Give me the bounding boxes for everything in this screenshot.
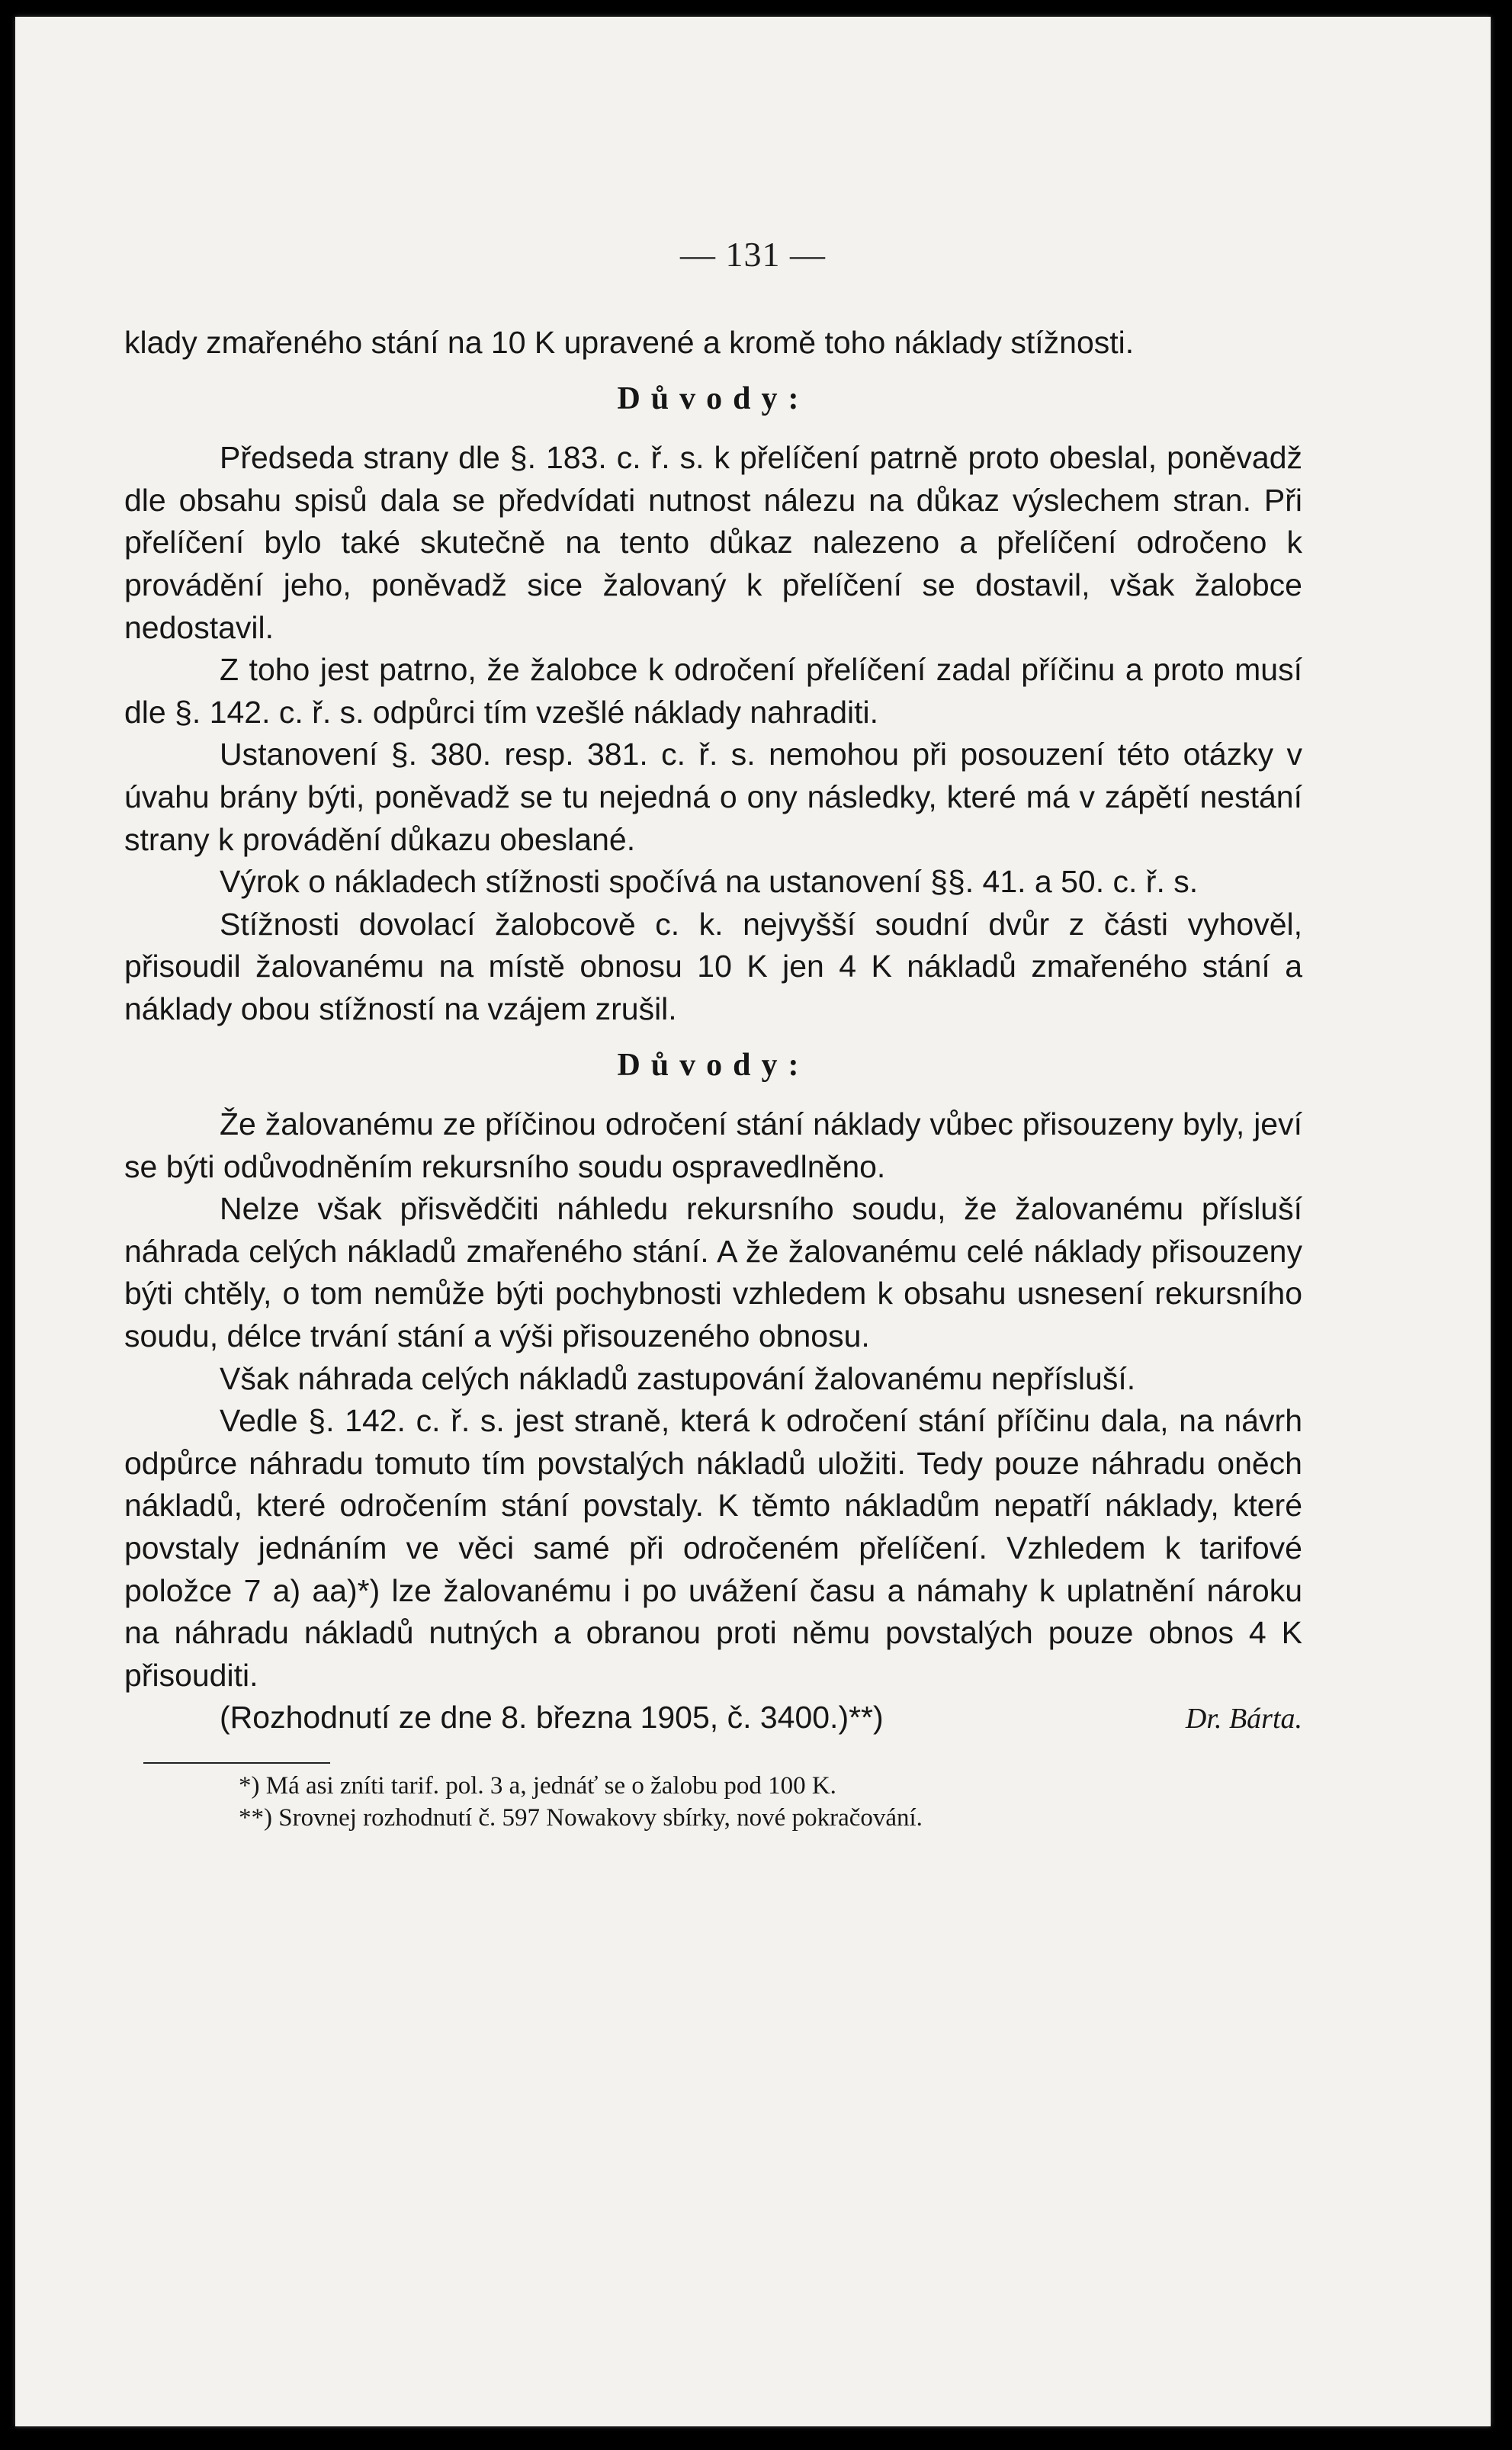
paragraph-3: Z toho jest patrno, že žalobce k odročení přelíčení zadal příčinu a proto musí dle §. 142. c. ř. s. odpůrci tím vzešlé náklady nahraditi. bbox=[124, 652, 1302, 730]
paragraph-9: Však náhrada celých nákladů zastupování žalovanému nepřísluší. bbox=[220, 1360, 1136, 1396]
paragraph-1: klady zmařeného stání na 10 K upravené a kromě toho náklady stížnosti. bbox=[124, 325, 1135, 360]
footnote-1: *) Má asi zníti tarif. pol. 3 a, jednáť se o žalobu pod 100 K. bbox=[239, 1772, 836, 1800]
section-heading-2: Důvody: bbox=[617, 1047, 810, 1083]
section-heading-1: Důvody: bbox=[617, 381, 810, 416]
decision-line bbox=[124, 1697, 1302, 1741]
paragraph-10: Vedle §. 142. c. ř. s. jest straně, která k odročení stání příčinu dala, na návrh odpůrce náhradu tomuto tím povstalých nákladů uložiti. Tedy pouze náhradu oněch nákladů, které odročením stání povstaly. K těmto nákladům nepatří náklady, které povstaly jednáním ve věci samé při odročeném přelíčení. Vzhledem k tarifové položce 7 a) aa)*) lze žalovanému i po uvážení času a námahy k uplatnění nároku na náhradu nákladů nutných a obranou proti němu povstalých pouze obnos 4 K přisouditi. bbox=[124, 1403, 1302, 1693]
decision-reference: (Rozhodnutí ze dne 8. března 1905, č. 3400.)**) bbox=[220, 1700, 884, 1736]
judge-name: Dr. Bárta. bbox=[1185, 1703, 1302, 1736]
footnote-divider bbox=[143, 1762, 330, 1764]
page-number: — 131 — bbox=[680, 235, 826, 274]
footnote-2: **) Srovnej rozhodnutí č. 597 Nowakovy sbírky, nové pokračování. bbox=[239, 1804, 923, 1832]
page bbox=[15, 17, 1491, 2426]
paragraph-8: Nelze však přisvědčiti náhledu rekursního soudu, že žalovanému přísluší náhrada celých nákladů zmařeného stání. A že žalovanému celé náklady přisouzeny býti chtěly, o tom nemůže býti pochybnosti vzhledem k obsahu usnesení rekursního soudu, délce trvání stání a výši přisouzeného obnosu. bbox=[124, 1191, 1302, 1354]
body-text bbox=[124, 322, 1302, 1834]
paragraph-7: Že žalovanému ze příčinou odročení stání náklady vůbec přisouzeny byly, jeví se býti odůvodněním rekursního soudu ospravedlněno. bbox=[124, 1106, 1302, 1184]
paragraph-4: Ustanovení §. 380. resp. 381. c. ř. s. nemohou při posouzení této otázky v úvahu brány býti, poněvadž se tu nejedná o ony následky, které má v zápětí nestání strany k provádění důkazu obeslané. bbox=[124, 737, 1302, 857]
paragraph-6: Stížnosti dovolací žalobcově c. k. nejvyšší soudní dvůr z části vyhověl, přisoudil žalovanému na místě obnosu 10 K jen 4 K nákladů zmařeného stání a náklady obou stížností na vzájem zrušil. bbox=[124, 906, 1302, 1026]
paragraph-5: Výrok o nákladech stížnosti spočívá na ustanovení §§. 41. a 50. c. ř. s. bbox=[220, 864, 1199, 900]
paragraph-2: Předseda strany dle §. 183. c. ř. s. k přelíčení patrně proto obeslal, poněvadž dle obsahu spisů dala se předvídati nutnost nálezu na důkaz výslechem stran. Při přelíčení bylo také skutečně na tento důkaz nalezeno a přelíčení odročeno k provádění jeho, poněvadž sice žalovaný k přelíčení se dostavil, však žalobce nedostavil. bbox=[124, 440, 1302, 645]
